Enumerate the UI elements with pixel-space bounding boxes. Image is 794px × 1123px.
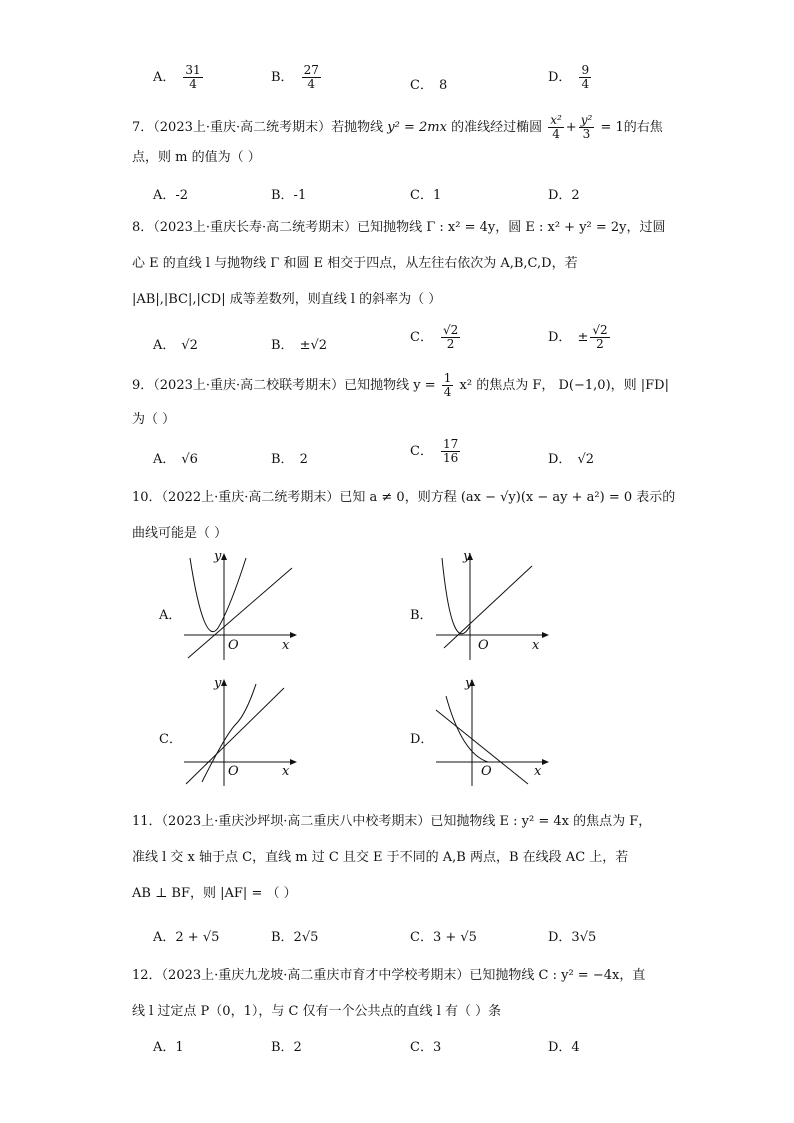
q11-option-d: D．3√5 xyxy=(548,930,597,945)
q9-stem-line1: 9．（2023上·重庆·高二校联考期末）已知抛物线 y = $\frac{1}{4}$ x² 的焦点为 F， D(−1,0)，则 |FD| xyxy=(132,371,669,399)
q10-c-origin-label: O xyxy=(228,764,239,779)
q9-option-b: B． 2 xyxy=(271,452,308,467)
q7-stem-line1: 7．（2023上·重庆·高二统考期末）若抛物线 y² = 2mx 的准线经过椭圆 $\frac{\text{x²}}{4}$ + $\frac{\text{y²}}{3}$ = 1的右焦 xyxy=(132,113,663,141)
q9-option-d: D． √2 xyxy=(548,452,594,467)
q6-option-c: C． 8 xyxy=(410,78,448,93)
q10-a-x-label: x xyxy=(282,638,290,653)
q9-stem-line2: 为（ ） xyxy=(132,412,176,427)
q10-d-origin-label: O xyxy=(481,764,492,779)
q7-stem-line2: 点，则 m 的值为（ ） xyxy=(132,150,261,165)
q10-c-y-label: y xyxy=(214,676,222,691)
q12-option-a: A．1 xyxy=(153,1040,184,1055)
q10-stem-line2: 曲线可能是（ ） xyxy=(132,526,228,541)
q10-option-d-label: D． xyxy=(410,732,434,747)
q10-c-x-label: x xyxy=(282,764,290,779)
q10-d-x-label: x xyxy=(534,764,542,779)
q10-b-origin-label: O xyxy=(478,638,489,653)
q8-stem-line2: 心 E 的直线 l 与抛物线 Γ 和圆 E 相交于四点，从左往右依次为 A,B,C,D，若 xyxy=(132,256,578,271)
q6-option-d: D． $\frac{9}{4}$ xyxy=(548,63,590,91)
q10-option-a-label: A． xyxy=(159,608,182,623)
q11-stem-line2: 准线 l 交 x 轴于点 C，直线 m 过 C 且交 E 于不同的 A,B 两点，B 在线段 AC 上，若 xyxy=(132,850,629,865)
q7-option-d: D．2 xyxy=(548,188,580,203)
q10-option-c-label: C． xyxy=(159,732,182,747)
q11-option-a: A．2 + √5 xyxy=(153,930,220,945)
q8-option-d: D． ± $\frac{√2}{2}$ xyxy=(548,323,608,351)
q8-option-b: B． ±√2 xyxy=(271,338,328,353)
q12-option-c: C．3 xyxy=(410,1040,442,1055)
q9-option-a: A． √6 xyxy=(153,452,198,467)
q12-option-b: B．2 xyxy=(271,1040,302,1055)
q6-option-a: A． $\frac{31}{4}$ xyxy=(153,63,201,91)
q11-option-b: B．2√5 xyxy=(271,930,319,945)
q6-option-b: B． $\frac{27}{4}$ xyxy=(271,63,319,91)
q7-option-c: C．1 xyxy=(410,188,442,203)
q9-option-c: C． $\frac{17}{16}$ xyxy=(410,437,459,465)
q8-option-c: C． $\frac{√2}{2}$ xyxy=(410,323,459,351)
q11-stem-line1: 11．（2023上·重庆沙坪坝·高二重庆八中校考期末）已知抛物线 E : y² = 4x 的焦点为 F， xyxy=(132,814,652,829)
q8-option-a: A． √2 xyxy=(153,338,198,353)
q10-option-b-label: B． xyxy=(410,608,433,623)
q8-stem-line3: |AB|,|BC|,|CD| 成等差数列，则直线 l 的斜率为（ ） xyxy=(132,292,442,307)
q7-option-a: A．-2 xyxy=(153,188,189,203)
q12-stem-line2: 线 l 过定点 P（0，1），与 C 仅有一个公共点的直线 l 有（ ）条 xyxy=(132,1004,502,1019)
q10-a-y-label: y xyxy=(214,549,222,564)
q10-d-y-label: y xyxy=(465,676,473,691)
q10-stem-line1: 10．（2022上·重庆·高二统考期末）已知 a ≠ 0，则方程 (ax − √y)(x − ay + a²) = 0 表示的 xyxy=(132,490,676,505)
q11-option-c: C．3 + √5 xyxy=(410,930,477,945)
q11-stem-line3: AB ⊥ BF，则 |AF| = （ ） xyxy=(132,886,297,901)
q10-b-y-label: y xyxy=(463,549,471,564)
q7-option-b: B．-1 xyxy=(271,188,307,203)
q10-b-x-label: x xyxy=(532,638,540,653)
q8-stem-line1: 8．（2023上·重庆长寿·高二统考期末）已知抛物线 Γ : x² = 4y，圆 E : x² + y² = 2y，过圆 xyxy=(132,220,666,235)
q12-stem-line1: 12．（2023上·重庆九龙坡·高二重庆市育才中学校考期末）已知抛物线 C : y² = −4x，直 xyxy=(132,968,646,983)
q12-option-d: D．4 xyxy=(548,1040,580,1055)
q10-a-origin-label: O xyxy=(228,638,239,653)
